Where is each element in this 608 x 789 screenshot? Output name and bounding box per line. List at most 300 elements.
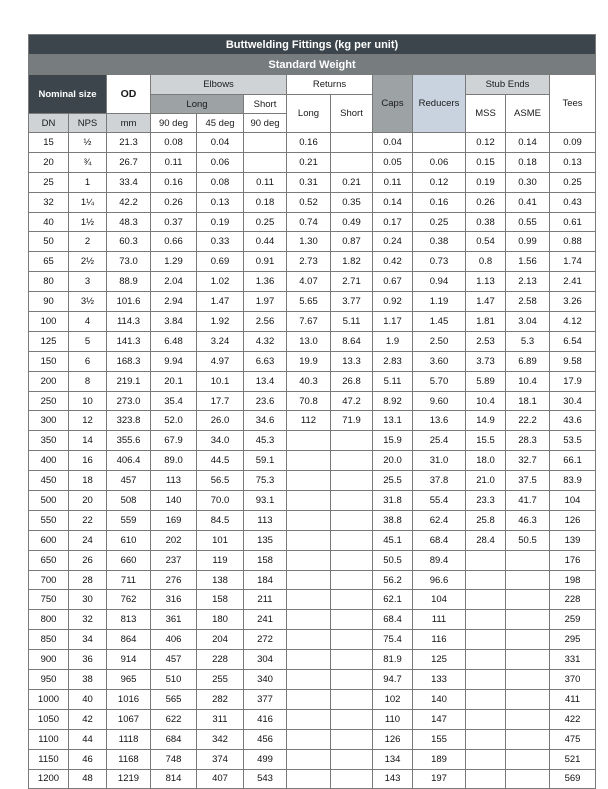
cell-return-short (331, 709, 373, 729)
table-row (29, 530, 596, 550)
cell-elbow-long-45: 119 (197, 550, 244, 570)
table-row (29, 709, 596, 729)
cell-return-long (287, 451, 331, 471)
cell-return-short (331, 670, 373, 690)
cell-return-short (331, 491, 373, 511)
table-body (29, 133, 596, 789)
cell-reducers: 1.19 (413, 292, 466, 312)
cell-stub-mss (466, 769, 506, 789)
cell-return-long (287, 709, 331, 729)
cell-return-short (331, 689, 373, 709)
cell-stub-mss (466, 630, 506, 650)
cell-elbow-long-90: 35.4 (151, 391, 197, 411)
cell-elbow-long-45: 1.47 (197, 292, 244, 312)
cell-nps: 16 (69, 451, 107, 471)
cell-tees: 521 (550, 749, 596, 769)
cell-return-long: 4.07 (287, 272, 331, 292)
cell-tees: 126 (550, 510, 596, 530)
cell-return-short: 0.49 (331, 212, 373, 232)
cell-elbow-long-90: 748 (151, 749, 197, 769)
cell-nps: 32 (69, 610, 107, 630)
cell-nps: 1¼ (69, 192, 107, 212)
cell-elbow-long-45: 255 (197, 670, 244, 690)
table-row (29, 570, 596, 590)
cell-reducers: 125 (413, 650, 466, 670)
cell-return-long (287, 749, 331, 769)
cell-stub-mss (466, 749, 506, 769)
cell-reducers: 197 (413, 769, 466, 789)
table-row (29, 391, 596, 411)
cell-return-long: 1.30 (287, 232, 331, 252)
asme-header: ASME (506, 95, 550, 133)
cell-nps: 28 (69, 570, 107, 590)
cell-elbow-long-45: 1.92 (197, 312, 244, 332)
cell-dn: 450 (29, 471, 69, 491)
cell-caps: 5.11 (373, 371, 413, 391)
cell-elbow-short-90: 23.6 (244, 391, 287, 411)
cell-elbow-short-90: 0.44 (244, 232, 287, 252)
table-row (29, 272, 596, 292)
cell-caps: 38.8 (373, 510, 413, 530)
cell-stub-mss: 1.81 (466, 312, 506, 332)
cell-return-long (287, 590, 331, 610)
elbows-long-header: Long (151, 95, 244, 114)
table-row (29, 232, 596, 252)
cell-dn: 50 (29, 232, 69, 252)
cell-elbow-long-90: 3.84 (151, 312, 197, 332)
cell-elbow-long-90: 2.94 (151, 292, 197, 312)
table-row (29, 729, 596, 749)
cell-stub-mss: 25.8 (466, 510, 506, 530)
cell-return-long: 0.16 (287, 133, 331, 153)
cell-od: 914 (107, 650, 151, 670)
cell-reducers: 133 (413, 670, 466, 690)
cell-od: 1016 (107, 689, 151, 709)
cell-elbow-short-90: 6.63 (244, 351, 287, 371)
table-row (29, 212, 596, 232)
cell-dn: 300 (29, 411, 69, 431)
table-row (29, 431, 596, 451)
cell-elbow-short-90: 2.56 (244, 312, 287, 332)
cell-stub-mss: 0.26 (466, 192, 506, 212)
cell-elbow-short-90: 241 (244, 610, 287, 630)
cell-stub-asme: 6.89 (506, 351, 550, 371)
cell-return-short (331, 510, 373, 530)
cell-elbow-long-45: 4.97 (197, 351, 244, 371)
cell-nps: 6 (69, 351, 107, 371)
cell-nps: ½ (69, 133, 107, 153)
cell-stub-asme: 0.55 (506, 212, 550, 232)
tees-header: Tees (550, 75, 596, 133)
cell-tees: 30.4 (550, 391, 596, 411)
cell-caps: 1.17 (373, 312, 413, 332)
cell-tees: 83.9 (550, 471, 596, 491)
cell-stub-asme: 28.3 (506, 431, 550, 451)
cell-elbow-long-45: 84.5 (197, 510, 244, 530)
cell-reducers: 140 (413, 689, 466, 709)
cell-elbow-long-90: 276 (151, 570, 197, 590)
cell-tees: 331 (550, 650, 596, 670)
cell-stub-mss: 23.3 (466, 491, 506, 511)
dn-header: DN (29, 114, 69, 133)
cell-elbow-short-90: 184 (244, 570, 287, 590)
cell-stub-asme (506, 769, 550, 789)
cell-reducers: 5.70 (413, 371, 466, 391)
cell-tees: 0.61 (550, 212, 596, 232)
mm-header: mm (107, 114, 151, 133)
cell-reducers: 0.73 (413, 252, 466, 272)
cell-return-long: 0.21 (287, 152, 331, 172)
cell-stub-asme (506, 550, 550, 570)
cell-dn: 1050 (29, 709, 69, 729)
cell-dn: 700 (29, 570, 69, 590)
cell-dn: 1100 (29, 729, 69, 749)
cell-elbow-short-90 (244, 133, 287, 153)
cell-caps: 68.4 (373, 610, 413, 630)
elbows-short-header: Short (244, 95, 287, 114)
cell-elbow-long-45: 138 (197, 570, 244, 590)
cell-elbow-long-90: 0.37 (151, 212, 197, 232)
cell-return-short: 2.71 (331, 272, 373, 292)
cell-elbow-long-90: 237 (151, 550, 197, 570)
table-row (29, 491, 596, 511)
cell-return-long (287, 570, 331, 590)
cell-stub-asme (506, 610, 550, 630)
cell-elbow-long-90: 6.48 (151, 331, 197, 351)
cell-elbow-long-45: 0.04 (197, 133, 244, 153)
cell-reducers: 2.50 (413, 331, 466, 351)
cell-nps: 10 (69, 391, 107, 411)
table-row (29, 590, 596, 610)
cell-tees: 66.1 (550, 451, 596, 471)
cell-return-short: 8.64 (331, 331, 373, 351)
cell-caps: 20.0 (373, 451, 413, 471)
cell-return-short: 3.77 (331, 292, 373, 312)
cell-caps: 1.9 (373, 331, 413, 351)
cell-nps: 36 (69, 650, 107, 670)
cell-return-long: 5.65 (287, 292, 331, 312)
returns-long-header: Long (287, 95, 331, 133)
cell-tees: 411 (550, 689, 596, 709)
cell-return-short (331, 152, 373, 172)
cell-tees: 9.58 (550, 351, 596, 371)
cell-elbow-long-45: 3.24 (197, 331, 244, 351)
cell-return-long: 19.9 (287, 351, 331, 371)
cell-elbow-long-45: 0.13 (197, 192, 244, 212)
cell-stub-asme: 5.3 (506, 331, 550, 351)
cell-stub-asme: 50.5 (506, 530, 550, 550)
table-row (29, 670, 596, 690)
cell-dn: 1150 (29, 749, 69, 769)
cell-dn: 32 (29, 192, 69, 212)
cell-reducers: 111 (413, 610, 466, 630)
cell-elbow-short-90: 1.97 (244, 292, 287, 312)
cell-return-long (287, 670, 331, 690)
cell-tees: 0.09 (550, 133, 596, 153)
cell-nps: 20 (69, 491, 107, 511)
cell-elbow-long-45: 0.33 (197, 232, 244, 252)
cell-dn: 20 (29, 152, 69, 172)
cell-caps: 102 (373, 689, 413, 709)
cell-stub-asme (506, 630, 550, 650)
cell-return-long (287, 630, 331, 650)
cell-caps: 0.11 (373, 172, 413, 192)
cell-stub-asme (506, 729, 550, 749)
cell-tees: 0.25 (550, 172, 596, 192)
cell-elbow-long-90: 622 (151, 709, 197, 729)
cell-caps: 2.83 (373, 351, 413, 371)
nps-header: NPS (69, 114, 107, 133)
cell-elbow-long-90: 684 (151, 729, 197, 749)
cell-stub-asme (506, 670, 550, 690)
cell-od: 26.7 (107, 152, 151, 172)
cell-elbow-long-90: 0.08 (151, 133, 197, 153)
cell-stub-asme (506, 749, 550, 769)
cell-return-long (287, 431, 331, 451)
cell-return-short (331, 550, 373, 570)
cell-od: 965 (107, 670, 151, 690)
cell-return-short: 0.21 (331, 172, 373, 192)
cell-stub-asme (506, 689, 550, 709)
cell-dn: 1000 (29, 689, 69, 709)
cell-reducers: 25.4 (413, 431, 466, 451)
cell-elbow-long-45: 282 (197, 689, 244, 709)
cell-tees: 198 (550, 570, 596, 590)
cell-tees: 295 (550, 630, 596, 650)
cell-return-short: 0.87 (331, 232, 373, 252)
cell-stub-asme (506, 709, 550, 729)
cell-return-short: 47.2 (331, 391, 373, 411)
cell-od: 762 (107, 590, 151, 610)
cell-stub-mss (466, 670, 506, 690)
cell-elbow-long-90: 202 (151, 530, 197, 550)
cell-tees: 4.12 (550, 312, 596, 332)
cell-nps: 12 (69, 411, 107, 431)
cell-nps: 5 (69, 331, 107, 351)
cell-elbow-long-90: 20.1 (151, 371, 197, 391)
cell-od: 1118 (107, 729, 151, 749)
cell-nps: 1 (69, 172, 107, 192)
cell-elbow-short-90: 45.3 (244, 431, 287, 451)
cell-od: 141.3 (107, 331, 151, 351)
cell-caps: 81.9 (373, 650, 413, 670)
cell-elbow-short-90: 272 (244, 630, 287, 650)
cell-dn: 550 (29, 510, 69, 530)
cell-elbow-short-90: 75.3 (244, 471, 287, 491)
cell-stub-mss: 18.0 (466, 451, 506, 471)
cell-elbow-long-90: 565 (151, 689, 197, 709)
cell-caps: 8.92 (373, 391, 413, 411)
cell-reducers: 189 (413, 749, 466, 769)
table-row (29, 351, 596, 371)
cell-stub-mss (466, 550, 506, 570)
cell-dn: 65 (29, 252, 69, 272)
elbows-header: Elbows (151, 75, 287, 95)
cell-dn: 200 (29, 371, 69, 391)
cell-reducers: 0.06 (413, 152, 466, 172)
cell-tees: 1.74 (550, 252, 596, 272)
cell-return-short: 26.8 (331, 371, 373, 391)
cell-elbow-long-45: 101 (197, 530, 244, 550)
cell-od: 73.0 (107, 252, 151, 272)
cell-stub-asme (506, 650, 550, 670)
table-row (29, 610, 596, 630)
cell-return-long (287, 510, 331, 530)
cell-od: 1067 (107, 709, 151, 729)
table-subtitle: Standard Weight (29, 55, 596, 75)
cell-reducers: 13.6 (413, 411, 466, 431)
cell-elbow-long-45: 342 (197, 729, 244, 749)
cell-reducers: 0.94 (413, 272, 466, 292)
cell-return-short (331, 590, 373, 610)
cell-stub-asme: 22.2 (506, 411, 550, 431)
cell-caps: 15.9 (373, 431, 413, 451)
cell-elbow-short-90: 1.36 (244, 272, 287, 292)
cell-od: 114.3 (107, 312, 151, 332)
cell-stub-asme: 32.7 (506, 451, 550, 471)
cell-elbow-long-90: 89.0 (151, 451, 197, 471)
cell-tees: 104 (550, 491, 596, 511)
table-row (29, 650, 596, 670)
cell-caps: 56.2 (373, 570, 413, 590)
cell-return-short (331, 471, 373, 491)
cell-elbow-short-90: 93.1 (244, 491, 287, 511)
cell-od: 101.6 (107, 292, 151, 312)
cell-return-long (287, 650, 331, 670)
cell-elbow-long-45: 70.0 (197, 491, 244, 511)
cell-stub-mss: 0.12 (466, 133, 506, 153)
cell-elbow-long-45: 374 (197, 749, 244, 769)
cell-caps: 126 (373, 729, 413, 749)
cell-reducers (413, 133, 466, 153)
cell-nps: 40 (69, 689, 107, 709)
cell-nps: 18 (69, 471, 107, 491)
cell-tees: 0.43 (550, 192, 596, 212)
cell-elbow-long-90: 510 (151, 670, 197, 690)
cell-elbow-long-45: 56.5 (197, 471, 244, 491)
cell-tees: 3.26 (550, 292, 596, 312)
cell-stub-asme: 3.04 (506, 312, 550, 332)
cell-return-long: 40.3 (287, 371, 331, 391)
cell-nps: 14 (69, 431, 107, 451)
cell-caps: 13.1 (373, 411, 413, 431)
cell-reducers: 116 (413, 630, 466, 650)
cell-od: 1219 (107, 769, 151, 789)
cell-elbow-long-45: 0.69 (197, 252, 244, 272)
cell-elbow-long-90: 406 (151, 630, 197, 650)
cell-elbow-long-45: 0.19 (197, 212, 244, 232)
cell-elbow-short-90: 543 (244, 769, 287, 789)
cell-return-short (331, 749, 373, 769)
table-row (29, 133, 596, 153)
cell-elbow-long-45: 26.0 (197, 411, 244, 431)
cell-od: 168.3 (107, 351, 151, 371)
cell-tees: 569 (550, 769, 596, 789)
cell-return-long: 13.0 (287, 331, 331, 351)
cell-stub-mss: 28.4 (466, 530, 506, 550)
cell-elbow-short-90: 0.91 (244, 252, 287, 272)
cell-elbow-long-45: 0.08 (197, 172, 244, 192)
cell-tees: 139 (550, 530, 596, 550)
cell-nps: ¾ (69, 152, 107, 172)
buttwelding-fittings-table (28, 34, 596, 789)
cell-reducers: 31.0 (413, 451, 466, 471)
cell-elbow-short-90: 377 (244, 689, 287, 709)
cell-return-long: 112 (287, 411, 331, 431)
table-row (29, 152, 596, 172)
cell-nps: 24 (69, 530, 107, 550)
cell-tees: 2.41 (550, 272, 596, 292)
returns-header: Returns (287, 75, 373, 95)
cell-nps: 26 (69, 550, 107, 570)
cell-elbow-short-90: 499 (244, 749, 287, 769)
cell-dn: 650 (29, 550, 69, 570)
cell-elbow-short-90: 304 (244, 650, 287, 670)
cell-elbow-short-90: 135 (244, 530, 287, 550)
mss-header: MSS (466, 95, 506, 133)
cell-return-short (331, 610, 373, 630)
caps-header: Caps (373, 75, 413, 133)
cell-stub-mss (466, 709, 506, 729)
cell-elbow-long-45: 0.06 (197, 152, 244, 172)
cell-caps: 0.05 (373, 152, 413, 172)
cell-od: 42.2 (107, 192, 151, 212)
cell-stub-asme: 0.14 (506, 133, 550, 153)
cell-nps: 2 (69, 232, 107, 252)
cell-dn: 500 (29, 491, 69, 511)
cell-nps: 44 (69, 729, 107, 749)
cell-return-short (331, 650, 373, 670)
cell-stub-mss (466, 610, 506, 630)
cell-tees: 475 (550, 729, 596, 749)
cell-nps: 2½ (69, 252, 107, 272)
cell-dn: 40 (29, 212, 69, 232)
short-90deg-header: 90 deg (244, 114, 287, 133)
long-90deg-header: 90 deg (151, 114, 197, 133)
cell-stub-mss (466, 689, 506, 709)
cell-reducers: 104 (413, 590, 466, 610)
cell-return-short (331, 630, 373, 650)
cell-dn: 400 (29, 451, 69, 471)
cell-stub-mss: 14.9 (466, 411, 506, 431)
cell-nps: 34 (69, 630, 107, 650)
cell-elbow-long-90: 140 (151, 491, 197, 511)
cell-tees: 176 (550, 550, 596, 570)
cell-od: 219.1 (107, 371, 151, 391)
cell-stub-mss: 0.15 (466, 152, 506, 172)
cell-elbow-long-90: 2.04 (151, 272, 197, 292)
cell-caps: 31.8 (373, 491, 413, 511)
returns-short-header: Short (331, 95, 373, 133)
cell-return-short (331, 570, 373, 590)
cell-dn: 80 (29, 272, 69, 292)
cell-od: 559 (107, 510, 151, 530)
cell-reducers: 62.4 (413, 510, 466, 530)
cell-caps: 143 (373, 769, 413, 789)
cell-caps: 75.4 (373, 630, 413, 650)
cell-od: 610 (107, 530, 151, 550)
table-row (29, 689, 596, 709)
cell-od: 711 (107, 570, 151, 590)
table-row (29, 630, 596, 650)
table-row (29, 769, 596, 789)
cell-elbow-long-45: 44.5 (197, 451, 244, 471)
table-row (29, 550, 596, 570)
cell-tees: 0.13 (550, 152, 596, 172)
cell-return-short (331, 530, 373, 550)
cell-tees: 43.6 (550, 411, 596, 431)
cell-stub-asme: 0.30 (506, 172, 550, 192)
